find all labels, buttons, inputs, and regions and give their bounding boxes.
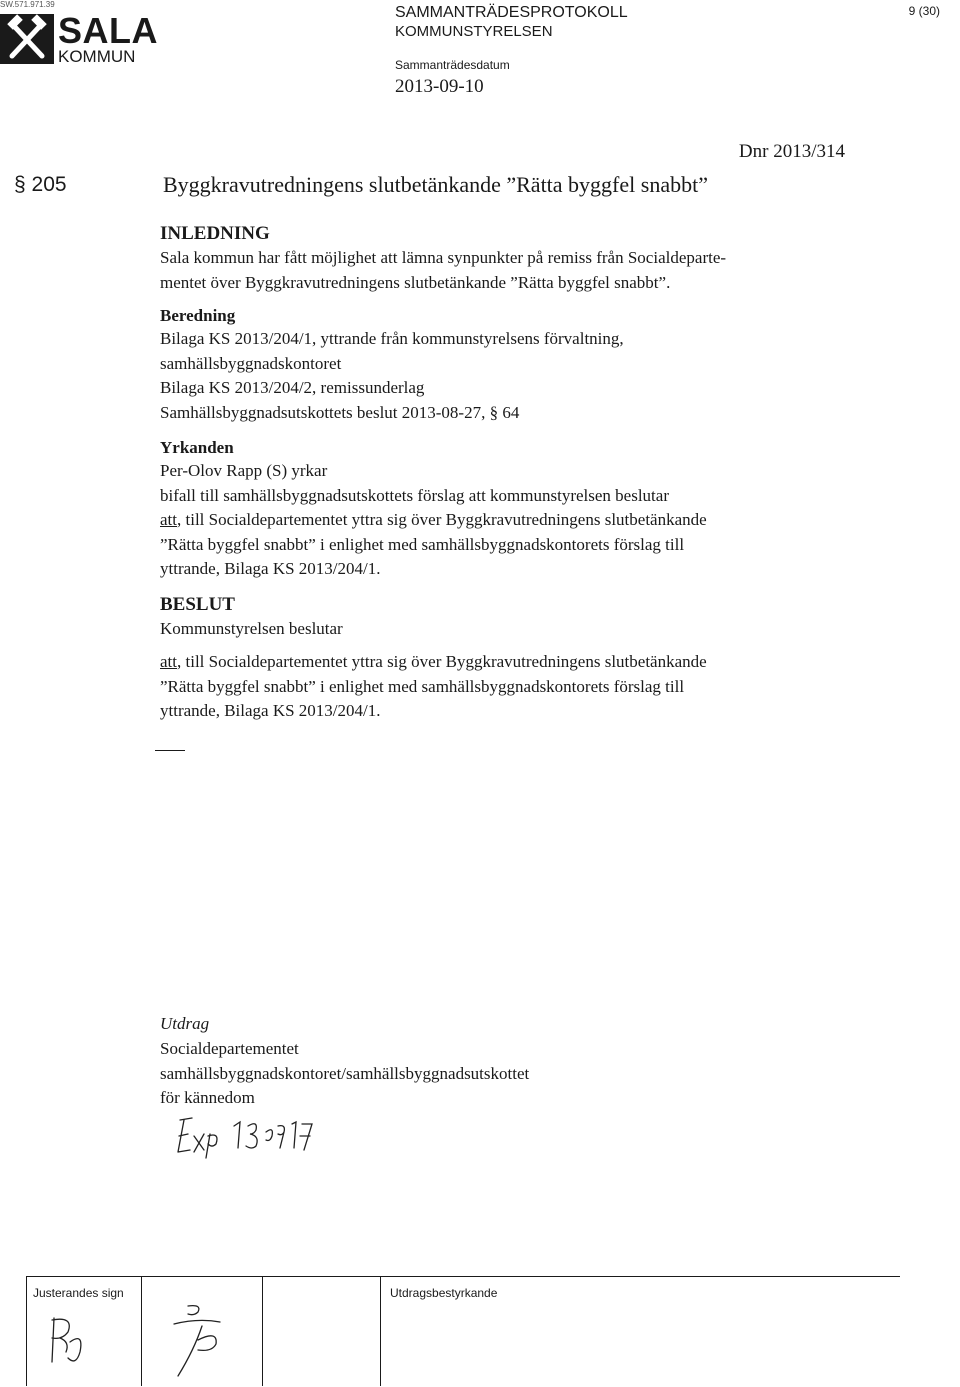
paragraph-number: § 205 [14,173,67,196]
section-beslut [160,593,860,642]
section-inledning [160,222,860,295]
yrkanden-line: ”Rätta byggfel snabbt” i enlighet med samhällsbyggnadskontorets förslag till [160,534,685,554]
yrkanden-heading: Yrkanden [160,438,234,457]
utdragsbestyrkande-label: Utdragsbestyrkande [390,1286,498,1300]
beredning-heading: Beredning [160,306,236,325]
doc-type: SAMMANTRÄDESPROTOKOLL [395,4,628,21]
utdrag-line: samhällsbyggnadskontoret/samhällsbyggnadsutskottet [160,1063,530,1083]
beslut-intro: Kommunstyrelsen beslutar [160,619,343,638]
handwritten-exp-date [170,1112,330,1162]
beredning-line: Bilaga KS 2013/204/2, remissunderlag [160,378,425,397]
inledning-line: mentet över Byggkravutredningens slutbetänkande ”Rätta byggfel snabbt”. [160,272,671,292]
handwritten-signature [40,1312,110,1372]
section-beslut-att [160,650,860,724]
sala-logo-emblem [0,14,54,64]
beslut-line: ”Rätta byggfel snabbt” i enlighet med samhällsbyggnadskontorets förslag till [160,676,685,696]
diary-number: Dnr 2013/314 [738,141,845,162]
handwritten-signature [158,1300,238,1380]
utdrag-title: Utdrag [160,1014,210,1033]
signature-1 [40,1312,110,1377]
footer-cell-border [262,1276,263,1386]
footer-cell-border [380,1276,381,1386]
beredning-line: samhällsbyggnadskontoret [160,353,342,373]
justerandes-sign-label: Justerandes sign [33,1286,124,1300]
beslut-line: yttrande, Bilaga KS 2013/204/1. [160,701,381,720]
handwritten-exp-note [170,1112,330,1167]
inledning-heading: INLEDNING [160,223,270,244]
att-word: att [160,652,177,671]
utdrag-line: för kännedom [160,1088,255,1107]
utdrag-line: Socialdepartementet [160,1039,299,1058]
footer-top-rule [26,1276,900,1277]
section-yrkanden [160,437,860,582]
yrkanden-line-rest: , till Socialdepartementet yttra sig över Byggkravutredningens slutbetänkande [177,510,707,529]
beslut-line [160,650,860,675]
inledning-line: Sala kommun har fått möjlighet att lämna synpunkter på remiss från Socialdeparte- [160,248,727,267]
paragraph-title: Byggkravutredningens slutbetänkande ”Rätta byggfel snabbt” [163,172,708,197]
section-beredning [160,305,860,425]
signature-2 [158,1300,238,1385]
yrkanden-line: Per-Olov Rapp (S) yrkar [160,461,328,480]
yrkanden-line [160,508,860,533]
yrkanden-line: yttrande, Bilaga KS 2013/204/1. [160,559,381,578]
beslut-line-rest: , till Socialdepartementet yttra sig över Byggkravutredningens slutbetänkande [177,652,707,671]
footer-cell-border [141,1276,142,1386]
logo-subtitle: KOMMUN [58,47,136,66]
footer-cell-border [26,1276,27,1386]
att-word: att [160,510,177,529]
section-divider [155,750,185,751]
yrkanden-line: bifall till samhällsbyggnadsutskottets förslag att kommunstyrelsen beslutar [160,485,669,505]
beredning-line: Samhällsbyggnadsutskottets beslut 2013-08-27, § 64 [160,402,520,422]
beredning-line: Bilaga KS 2013/204/1, yttrande från kommunstyrelsens förvaltning, [160,329,624,348]
beslut-heading: BESLUT [160,594,235,615]
utdrag-recipients [160,1037,529,1111]
meeting-date: 2013-09-10 [395,76,484,97]
scan-stamp: SW.571.971.39 [0,0,55,9]
board-name: KOMMUNSTYRELSEN [395,23,553,40]
crossed-hammers-icon [0,14,54,64]
page-number: 9 (30) [908,4,940,18]
date-label: Sammanträdesdatum [395,58,510,72]
logo-name: SALA [58,10,158,51]
